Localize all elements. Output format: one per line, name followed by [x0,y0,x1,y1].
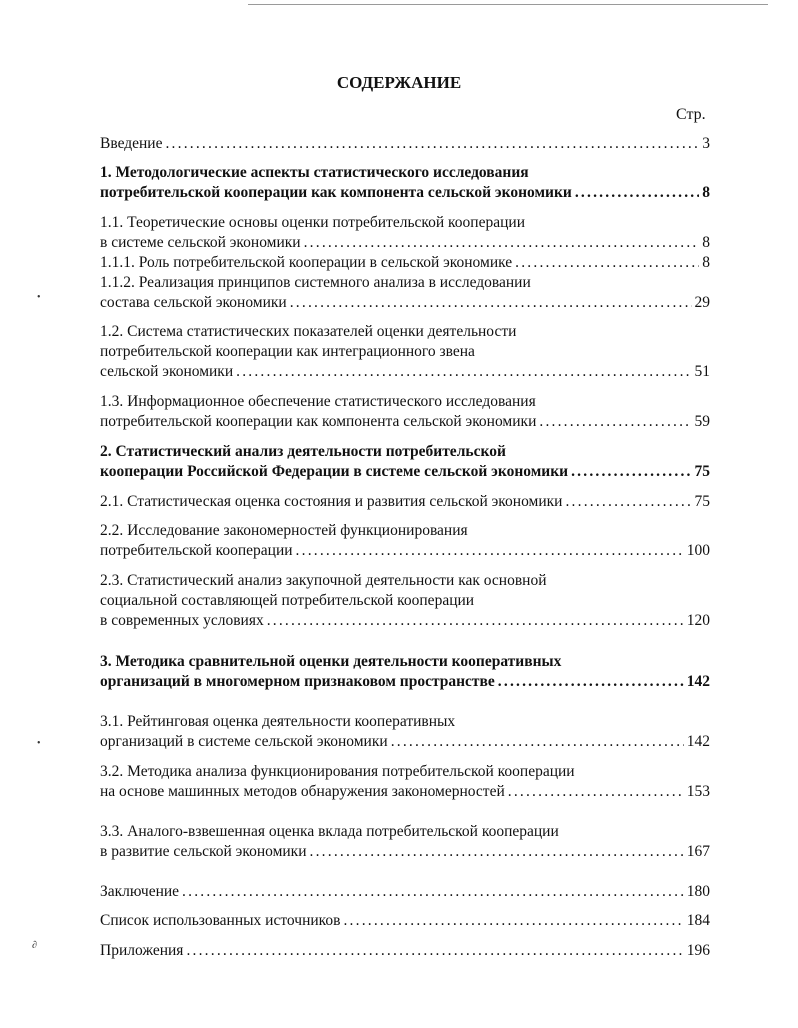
scan-top-edge-line [248,4,768,5]
toc-entry-line [100,134,710,154]
toc-entry-title: 1.1.2. Реализация принципов системного анализа в исследовании [100,274,531,291]
toc-entry-title: в системе сельской экономики [100,234,301,251]
toc-entry-line [100,293,710,313]
dot-leader [267,611,684,631]
toc-page-number: 8 [702,184,710,201]
toc-entry-text-line [100,571,547,591]
toc-entry-line [100,732,710,752]
toc-entry-title: 1.1. Теоретические основы оценки потребительской кооперации [100,214,525,231]
toc-entry-title: в развитие сельской экономики [100,843,307,860]
toc-entry-title: 1.3. Информационное обеспечение статистического исследования [100,393,536,410]
toc-entry-line [100,541,710,561]
dot-leader [498,672,684,692]
toc-entry-text-line [100,712,455,732]
toc-entry-title: Приложения [100,942,184,959]
toc-page-number: 75 [694,493,710,510]
dot-leader [391,732,684,752]
dot-leader [571,462,691,482]
toc-page-number: 29 [694,294,710,311]
toc-entry-text-line [100,591,474,611]
toc-entry-title: в современных условиях [100,612,264,629]
dot-leader [343,911,683,931]
toc-entry-line [100,362,710,382]
toc-page-number: 8 [702,234,710,251]
toc-entry-title: организаций в многомерном признаковом пространстве [100,673,495,690]
toc-entry-text-line [100,213,525,233]
toc-entry-title: 3.2. Методика анализа функционирования потребительской кооперации [100,763,575,780]
toc-entry-title: сельской экономики [100,363,234,380]
toc-entry-title: потребительской кооперации [100,542,293,559]
toc-entry-line [100,911,710,931]
dot-leader [310,842,684,862]
dot-leader [296,541,684,561]
dot-leader [508,782,684,802]
toc-entry-title: 1.2. Система статистических показателей оценки деятельности [100,323,517,340]
toc-entry-title: Введение [100,135,163,152]
toc-entry-title: 2.1. Статистическая оценка состояния и развития сельской экономики [100,493,563,510]
toc-entry-line [100,782,710,802]
toc-entry-text-line [100,392,536,412]
page-column-label: Стр. [676,106,706,123]
toc-entry-text-line [100,442,506,462]
toc-entry-title: 2. Статистический анализ деятельности потребительской [100,443,506,460]
dot-leader [565,492,691,512]
toc-page-number: 142 [686,673,710,690]
toc-entry-text-line [100,822,559,842]
toc-entry-line [100,183,710,203]
toc-entry-title: потребительской кооперации как интеграционного звена [100,343,475,360]
toc-page-number: 180 [686,883,710,900]
toc-page-number: 184 [686,912,710,929]
toc-entry-title: социальной составляющей потребительской кооперации [100,592,475,609]
dot-leader [236,362,691,382]
toc-page-number: 59 [694,413,710,430]
toc-entry-line [100,842,710,862]
toc-page-number: 120 [686,612,710,629]
dot-leader [182,882,684,902]
toc-entry-text-line [100,521,468,541]
dot-leader [290,293,692,313]
toc-page-number: 196 [686,942,710,959]
toc-entry-title: 1. Методологические аспекты статистического исследования [100,164,529,181]
toc-entry-title: потребительской кооперации как компонента сельской экономики [100,413,537,430]
page-title: СОДЕРЖАНИЕ [336,73,462,92]
toc-entry-text-line [100,762,575,782]
toc-entry-title: 2.3. Статистический анализ закупочной деятельности как основной [100,572,547,589]
toc-page-number: 3 [702,135,710,152]
scan-mark: • [37,738,41,749]
toc-entry-line [100,462,710,482]
toc-entry-line [100,882,710,902]
toc-page-number: 153 [686,783,710,800]
toc-entry-line [100,941,710,961]
dot-leader [304,233,700,253]
scan-mark: ∂ [32,940,37,951]
toc-entry-text-line [100,652,561,672]
toc-entry-title: 1.1.1. Роль потребительской кооперации в сельской экономике [100,254,513,271]
toc-entry-title: на основе машинных методов обнаружения закономерностей [100,783,505,800]
dot-leader [539,412,691,432]
toc-entry-title: состава сельской экономики [100,294,287,311]
toc-entry-line [100,233,710,253]
toc-page-number: 100 [686,542,710,559]
toc-entry-title: 2.2. Исследование закономерностей функционирования [100,522,468,539]
toc-entry-line [100,253,710,273]
toc-entry-line [100,611,710,631]
toc-entry-text-line [100,273,531,293]
toc-entry-title: 3.3. Аналого-взвешенная оценка вклада потребительской кооперации [100,823,559,840]
dot-leader [575,183,699,203]
toc-entry-text-line [100,163,529,183]
scan-mark: • [37,292,41,303]
dot-leader [186,941,683,961]
toc-entry-title: 3.1. Рейтинговая оценка деятельности кооперативных [100,713,456,730]
dot-leader [165,134,699,154]
toc-entry-title: потребительской кооперации как компонента сельской экономики [100,184,572,201]
toc-entry-line [100,672,710,692]
dot-leader [515,253,699,273]
toc-entry-title: 3. Методика сравнительной оценки деятельности кооперативных [100,653,562,670]
toc-entry-title: Заключение [100,883,180,900]
toc-entry-line [100,492,710,512]
toc-entry-title: кооперации Российской Федерации в системе сельской экономики [100,463,569,480]
toc-entry-title: Список использованных источников [100,912,341,929]
toc-page-number: 51 [694,363,710,380]
toc-page-number: 142 [686,733,710,750]
toc-entry-text-line [100,342,475,362]
toc-entry-text-line [100,322,516,342]
toc-entry-line [100,412,710,432]
toc-page-number: 8 [702,254,710,271]
toc-page-number: 75 [694,463,710,480]
toc-entry-title: организаций в системе сельской экономики [100,733,388,750]
toc-page-number: 167 [686,843,710,860]
